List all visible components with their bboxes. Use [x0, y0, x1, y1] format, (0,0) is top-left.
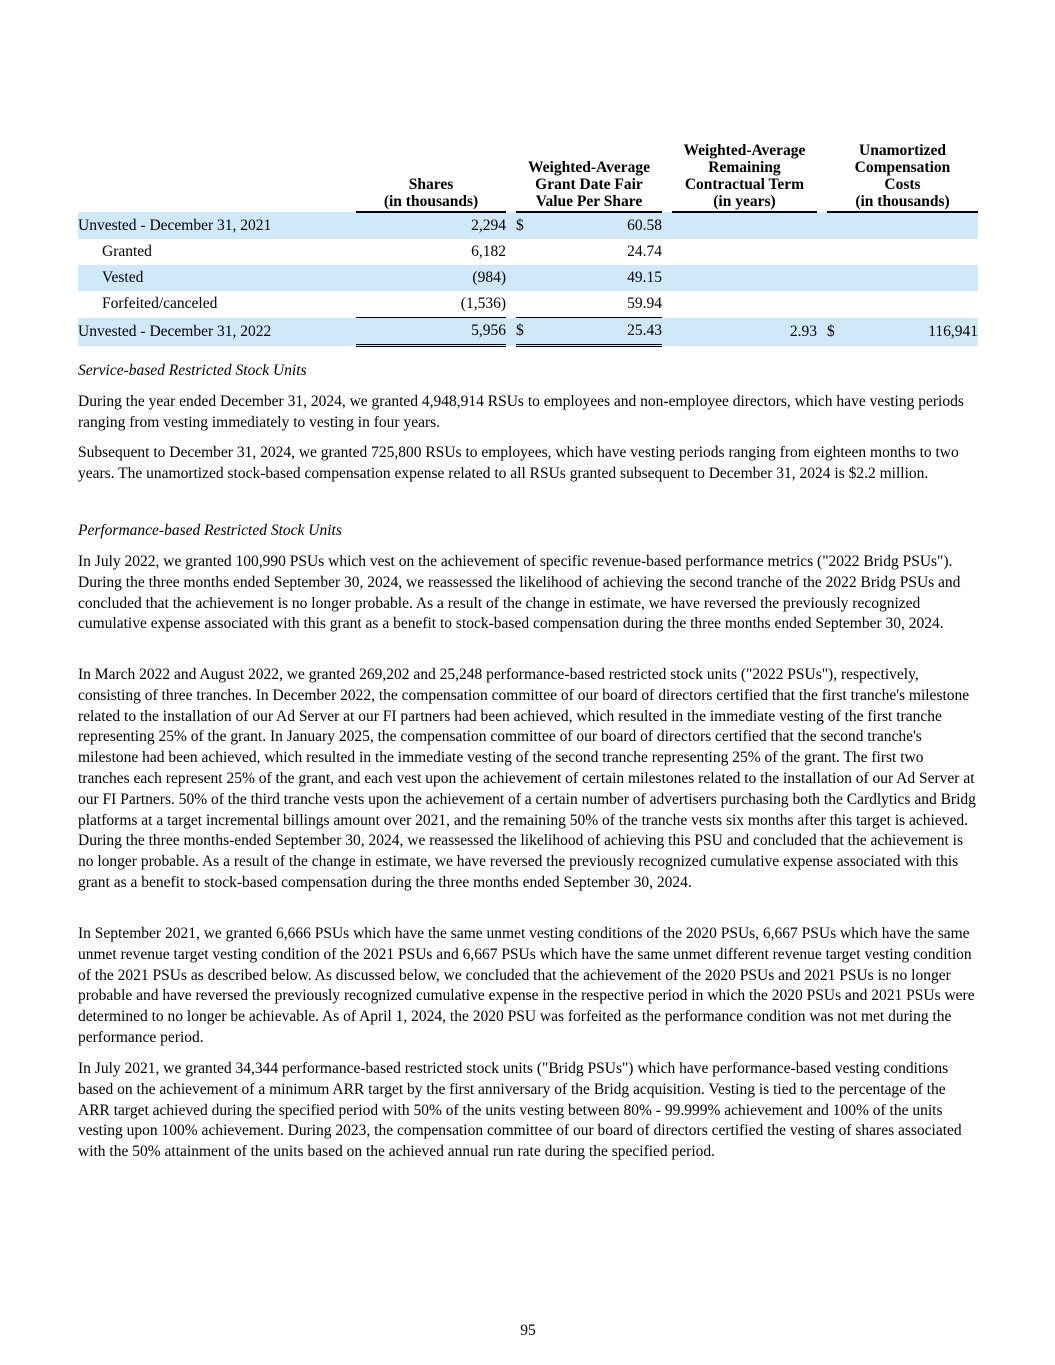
paragraph: Subsequent to December 31, 2024, we granted 725,800 RSUs to employees, which have vesting periods ranging from eighteen months to two years. The unamortized stock-based compensation expense related to all RSUs granted subsequent to December 31, 2024 is $2.2 million. — [78, 444, 959, 482]
currency-symbol — [827, 239, 841, 265]
paragraph: In July 2022, we granted 100,990 PSUs which vest on the achievement of specific revenue-based performance metrics ("2022 Bridg PSUs"). During the three months ended September 30, 2024, we reassessed the likelihood of achieving the second tranche of the 2022 Bridg PSUs and concluded that the achievement is no longer probable. As a result of the change in estimate, we have reversed the previously recognized cumulative expense associated with this grant as a benefit to stock-based compensation during the three months ended September 30, 2024. — [78, 553, 961, 633]
costs-cell: 116,941 — [841, 318, 978, 346]
shares-cell: 6,182 — [471, 243, 506, 260]
table-row — [78, 291, 978, 318]
currency-symbol — [827, 212, 841, 239]
term-cell — [672, 239, 817, 265]
currency-symbol — [827, 265, 841, 291]
costs-cell — [841, 291, 978, 318]
table-header-row — [78, 142, 978, 212]
costs-cell — [841, 212, 978, 239]
currency-symbol: $ — [516, 318, 530, 346]
grant-value-cell: 60.58 — [530, 212, 662, 239]
currency-symbol — [516, 291, 530, 318]
paragraph: In March 2022 and August 2022, we granted 269,202 and 25,248 performance-based restricted stock units ("2022 PSUs"), respectively, consisting of three tranches. In December 2022, the compensation committee of our board of directors certified that the first tranche's milestone related to the installation of our Ad Server at our FI partners had been achieved, which resulted in the immediate vesting of the first tranche representing 25% of the grant. In January 2025, the compensation committee of our board of directors certified that the second tranche's milestone had been achieved, which resulted in the immediate vesting of the second tranche representing 25% of the grant. The first two tranches each represent 25% of the grant, and each vest upon the achievement of certain milestones related to the installation of our Ad Server at our FI Partners. 50% of the third tranche vests upon the achievement of a certain number of advertisers purchasing both the Cardlytics and Bridg platforms at a target incremental billings amount over 2021, and the remaining 50% of the tranche vests six months after this target is achieved. During the three months-ended September 30, 2024, we reassessed the likelihood of achieving this PSU and concluded that the achievement is no longer probable. As a result of the change in estimate, we have reversed the previously recognized cumulative expense associated with this grant as a benefit to stock-based compensation during the three months ended September 30, 2024. — [78, 666, 976, 891]
paragraph: In September 2021, we granted 6,666 PSUs which have the same unmet vesting conditions of the 2020 PSUs, 6,667 PSUs which have the same unmet revenue target vesting condition of the 2021 PSUs and 6,667 PSUs which have the same unmet different revenue target vesting condition of the 2021 PSUs as described below. As discussed below, we concluded that the achievement of the 2020 PSUs and 2021 PSUs is no longer probable and have reversed the previously recognized cumulative expense in the respective period in which the 2020 PSUs and 2021 PSUs were determined to no longer be achievable. As of April 1, 2024, the 2020 PSU was forfeited as the performance condition was not met during the performance period. — [78, 925, 975, 1046]
term-cell: 2.93 — [672, 318, 817, 346]
currency-symbol — [516, 239, 530, 265]
header-contractual-term: Weighted-Average Remaining Contractual Term (in years) — [672, 142, 817, 212]
row-label: Unvested - December 31, 2021 — [78, 212, 356, 239]
currency-symbol: $ — [827, 318, 841, 346]
shares-cell: 2,294 — [356, 212, 506, 239]
term-cell — [672, 265, 817, 291]
row-label: Vested — [78, 265, 356, 291]
row-label: Granted — [102, 243, 152, 260]
costs-cell — [841, 239, 978, 265]
section-heading-service-rsu: Service-based Restricted Stock Units — [78, 362, 307, 379]
page-number: 95 — [520, 1322, 536, 1339]
grant-value-cell: 49.15 — [530, 265, 662, 291]
term-cell — [672, 291, 817, 318]
section-heading-performance-rsu: Performance-based Restricted Stock Units — [78, 522, 342, 539]
table-row — [78, 239, 978, 265]
paragraph: During the year ended December 31, 2024, we granted 4,948,914 RSUs to employees and non-employee directors, which have vesting periods ranging from vesting immediately to vesting in four years. — [78, 393, 964, 431]
grant-value-cell: 25.43 — [530, 318, 662, 346]
paragraph: In July 2021, we granted 34,344 performance-based restricted stock units ("Bridg PSUs") which have performance-based vesting conditions based on the achievement of a minimum ARR target by the first anniversary of the Bridg acquisition. Vesting is tied to the percentage of the ARR target achieved during the specified period with 50% of the units vesting between 80% - 99.999% achievement and 100% of the units vesting upon 100% achievement. During 2023, the compensation committee of our board of directors certified the vesting of shares associated with the 50% attainment of the units based on the achieved annual run rate during the specified period. — [78, 1060, 962, 1161]
shares-cell: (1,536) — [460, 295, 506, 312]
row-label: Unvested - December 31, 2022 — [78, 318, 356, 346]
shares-cell: 5,956 — [356, 318, 506, 346]
table-row — [78, 265, 978, 291]
currency-symbol — [827, 291, 841, 318]
grant-value-cell: 24.74 — [627, 243, 662, 260]
table-row — [78, 212, 978, 239]
currency-symbol — [516, 265, 530, 291]
header-grant-value: Weighted-Average Grant Date Fair Value Per Share — [516, 142, 662, 212]
rsu-activity-table — [78, 142, 978, 347]
header-unamortized-costs: Unamortized Compensation Costs (in thousands) — [827, 142, 978, 212]
shares-cell: (984) — [356, 265, 506, 291]
costs-cell — [841, 265, 978, 291]
grant-value-cell: 59.94 — [627, 295, 662, 312]
header-shares: Shares (in thousands) — [356, 142, 506, 212]
currency-symbol: $ — [516, 212, 530, 239]
term-cell — [672, 212, 817, 239]
table-row — [78, 318, 978, 346]
row-label: Forfeited/canceled — [102, 295, 218, 313]
